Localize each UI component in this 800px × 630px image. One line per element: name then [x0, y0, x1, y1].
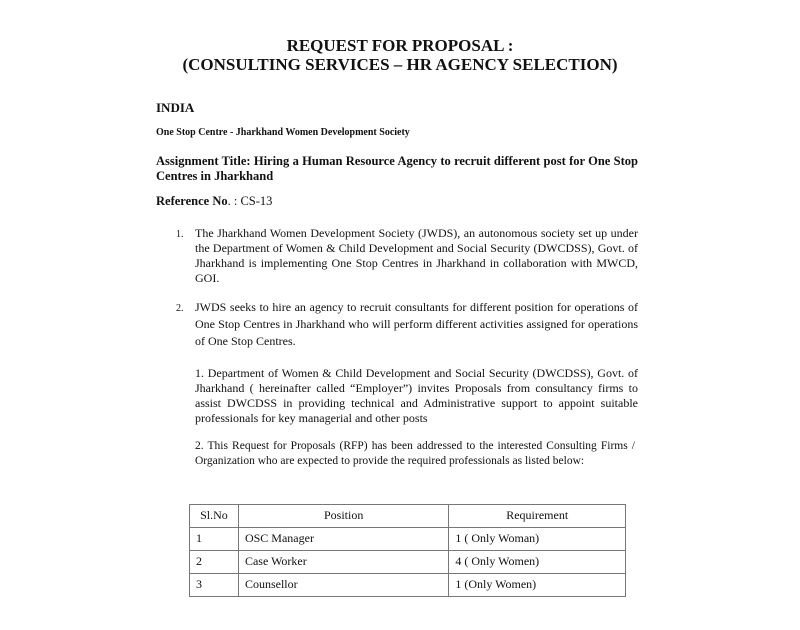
organization-heading: One Stop Centre - Jharkhand Women Development Society [156, 127, 410, 138]
table-cell: 1 [190, 528, 239, 551]
sub-paragraph: 1. Department of Women & Child Development and Social Security (DWCDSS), Govt. of Jharkhand ( hereinafter called “Employer”) invites Proposals from consultancy firms to assist DWCDSS in providing technical and Administrative support to appoint suitable professionals for key managerial and other posts [195, 366, 638, 425]
table-cell: 3 [190, 574, 239, 597]
country-heading: INDIA [156, 100, 195, 115]
reference-number [156, 194, 272, 209]
table-cell: Counsellor [238, 574, 448, 597]
item-number: 1. [176, 229, 184, 240]
item-number: 2. [176, 303, 184, 314]
sub-paragraph: 2. This Request for Proposals (RFP) has been addressed to the interested Consulting Firms / Organization who are expected to provide the required professionals as listed below: [195, 440, 635, 467]
item-text: JWDS seeks to hire an agency to recruit consultants for different position for operations of One Stop Centres in Jharkhand who will perform different activities assigned for operations of One Stop Centres. [195, 300, 638, 348]
table-cell: 4 ( Only Women) [449, 551, 626, 574]
table-cell: OSC Manager [238, 528, 448, 551]
table-row [190, 528, 626, 551]
column-header-requirement: Requirement [449, 505, 626, 528]
document-title-line-2: (CONSULTING SERVICES – HR AGENCY SELECTION) [182, 55, 618, 74]
table-cell: 2 [190, 551, 239, 574]
reference-label: Reference No [156, 194, 228, 208]
column-header-position: Position [238, 505, 448, 528]
reference-value: . : CS-13 [227, 194, 273, 208]
table-header-row [190, 505, 626, 528]
item-text: The Jharkhand Women Development Society (JWDS), an autonomous society set up under the Department of Women & Child Development and Social Security (DWCDSS), Govt. of Jharkhand is implementing One Stop Centres in Jharkhand in collaboration with MWCD, GOI. [195, 226, 638, 285]
positions-table [189, 504, 626, 597]
document-title-line-1: REQUEST FOR PROPOSAL : [286, 36, 514, 55]
table-row [190, 574, 626, 597]
assignment-title: Assignment Title: Hiring a Human Resource Agency to recruit different post for One Stop Centres in Jharkhand [156, 154, 638, 183]
table-cell: 1 ( Only Woman) [449, 528, 626, 551]
table-cell: Case Worker [238, 551, 448, 574]
table-row [190, 551, 626, 574]
column-header-sl-no: Sl.No [190, 505, 239, 528]
table-cell: 1 (Only Women) [449, 574, 626, 597]
